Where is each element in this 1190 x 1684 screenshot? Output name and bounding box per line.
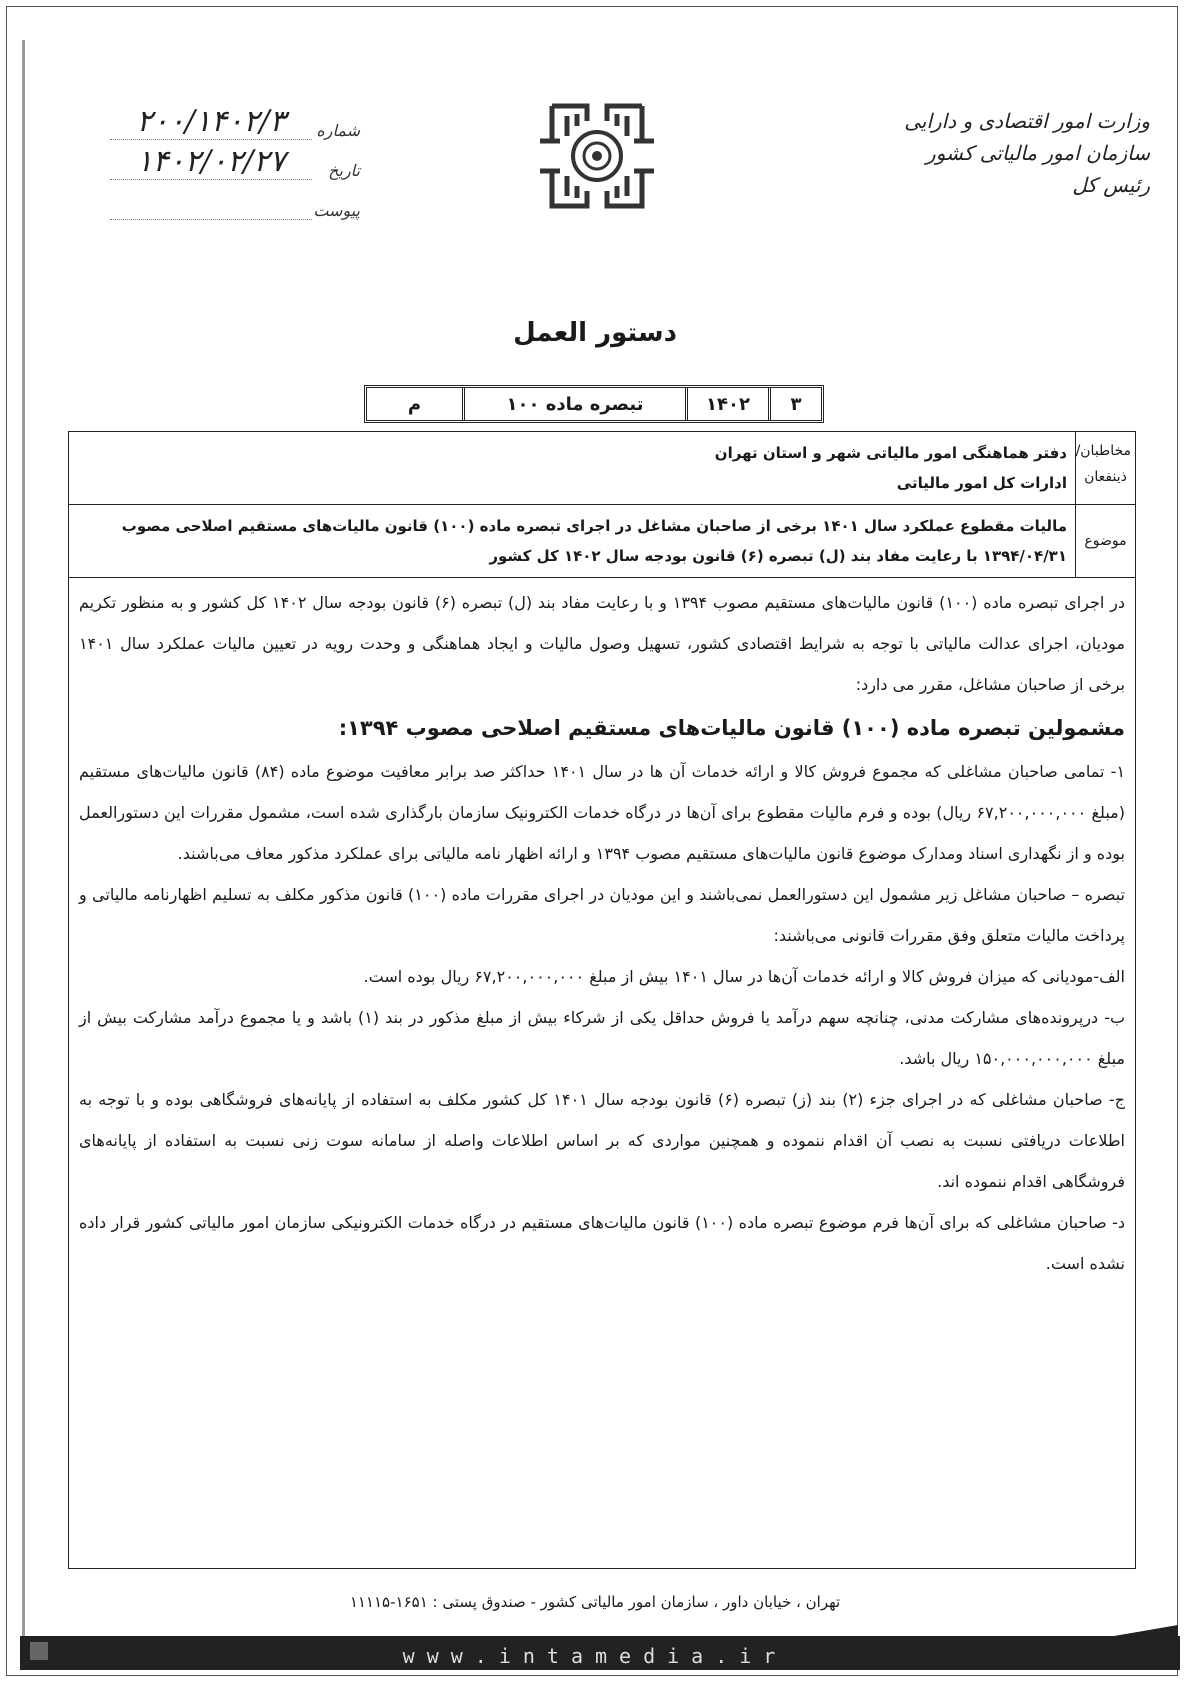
organization-name: سازمان امور مالیاتی کشور [926, 141, 1150, 165]
subject-row [69, 505, 1135, 578]
ministry-name: وزارت امور اقتصادی و دارایی [904, 109, 1150, 133]
subject-label: موضوع [1075, 505, 1135, 577]
item-be: ب- درپرونده‌های مشارکت مدنی، چنانچه سهم درآمد یا فروش حداقل یکی از شرکاء بیش از مبلغ مذکور در بند (۱) باشد و یا مجموع درآمد مشارکت بیش از مبلغ ۱۵۰,۰۰۰,۰۰۰,۰۰۰ ریال باشد. [79, 1008, 1126, 1068]
item-dal: د- صاحبان مشاغلی که برای آن‌ها فرم موضوع تبصره ماده (۱۰۰) قانون مالیات‌های مستقیم در درگاه خدمات الکترونیکی سازمان امور مالیاتی کشور قرار داده نشده است. [79, 1213, 1125, 1273]
item-alef: الف-مودیانی که میزان فروش کالا و ارائه خدمات آن‌ها در سال ۱۴۰۱ بیش از مبلغ ۶۷,۲۰۰,۰۰۰,۰۰۰ ریال بوده است. [363, 967, 1125, 986]
document-title: دستور العمل [513, 318, 677, 348]
organization-header [820, 105, 1150, 201]
instruction-body [69, 578, 1135, 1284]
date-value: ۱۴۰۲/۰۲/۲۷ [110, 144, 312, 180]
addressees-row [69, 432, 1135, 505]
addressees-label: مخاطبان/ ذینفعان [1075, 432, 1135, 504]
footer-address: تهران ، خیابان داور ، سازمان امور مالیاتی کشور - صندوق پستی : ۱۶۵۱-۱۱۱۱۵ [349, 1593, 841, 1611]
instruction-table [68, 431, 1136, 1569]
position-title: رئیس کل [1072, 173, 1150, 197]
id-box-year: ۱۴۰۲ [685, 388, 768, 420]
id-box-topic: تبصره ماده ۱۰۰ [462, 388, 685, 420]
item-jim: ج- صاحبان مشاغلی که در اجرای جزء (۲) بند (ز) تبصره (۶) قانون بودجه سال ۱۴۰۱ کل کشور مکلف به استفاده از پایانه‌های فروشگاهی بوده و با توجه به اطلاعات دریافتی نسبت به نصب آن اقدام ننموده و همچنین مواردی که بر اساس اطلاعات واصله از سامانه سوت زنی نسبت به استفاده از پایانه‌های فروشگاهی اقدام ننموده اند. [79, 1090, 1126, 1191]
date-row [110, 140, 360, 180]
addressees-value [69, 432, 1075, 504]
addressee-2: ادارات کل امور مالیاتی [896, 474, 1067, 492]
attachment-row [110, 180, 360, 220]
scan-edge [22, 40, 25, 1640]
section-heading: مشمولین تبصره ماده (۱۰۰) قانون مالیات‌های مستقیم اصلاحی مصوب ۱۳۹۴: [338, 716, 1125, 740]
watermark-url: www.intamedia.ir [402, 1644, 788, 1668]
document-id-boxes [364, 385, 824, 423]
item-1: ۱- تمامی صاحبان مشاغلی که مجموع فروش کالا و ارائه خدمات آن ها در سال ۱۴۰۱ حداکثر صد برابر معافیت موضوع ماده (۸۴) قانون مالیات‌های مستقیم (مبلغ ۶۷,۲۰۰,۰۰۰,۰۰۰ ریال) بوده و فرم مالیات مقطوع برای آن‌ها در درگاه خدمات الکترونیک سازمان بارگذاری شده است، مشمول مقررات این دستورالعمل بوده و از نگهداری اسناد ومدارک موضوع قانون مالیات‌های مستقیم مصوب ۱۳۹۴ و ارائه اظهار نامه مالیاتی برای عملکرد مذکور معاف می‌باشند. [79, 762, 1126, 863]
number-label: شماره [316, 121, 360, 140]
number-value: ۲۰۰/۱۴۰۲/۳ [110, 104, 312, 140]
id-box-code: م [407, 393, 422, 415]
number-row [110, 100, 360, 140]
id-box-number: ۳ [768, 388, 821, 420]
attachment-value [110, 195, 312, 220]
note-paragraph: تبصره – صاحبان مشاغل زیر مشمول این دستورالعمل نمی‌باشند و این مودیان در اجرای مقررات ماده (۱۰۰) قانون مذکور مکلف به تسلیم اظهارنامه مالیاتی و پرداخت مالیات متعلق وفق مقررات قانونی می‌باشند: [79, 885, 1126, 945]
intro-paragraph: در اجرای تبصره ماده (۱۰۰) قانون مالیات‌های مستقیم مصوب ۱۳۹۴ و با رعایت مفاد بند (ل) تبصره (۶) قانون بودجه سال ۱۴۰۲ کل کشور و به منظور تکریم مودیان، اجرای عدالت مالیاتی با توجه به شرایط اقتصادی کشور، تسهیل وصول مالیات و ایجاد هماهنگی و وحدت رویه در تعیین مالیات عملکرد سال ۱۴۰۱ برخی از صاحبان مشاغل، مقرر می دارد: [79, 593, 1125, 694]
emblem-logo [532, 96, 662, 216]
letter-meta [110, 100, 360, 220]
attachment-label: پیوست [313, 201, 360, 220]
subject-value: مالیات مقطوع عملکرد سال ۱۴۰۱ برخی از صاحبان مشاغل در اجرای تبصره ماده (۱۰۰) قانون مالیات‌های مستقیم اصلاحی مصوب ۱۳۹۴/۰۴/۳۱ با رعایت مفاد بند (ل) تبصره (۶) قانون بودجه سال ۱۴۰۲ کل کشور [121, 517, 1067, 565]
addressee-1: دفتر هماهنگی امور مالیاتی شهر و استان تهران [714, 444, 1067, 462]
date-label: تاریخ [328, 161, 360, 180]
